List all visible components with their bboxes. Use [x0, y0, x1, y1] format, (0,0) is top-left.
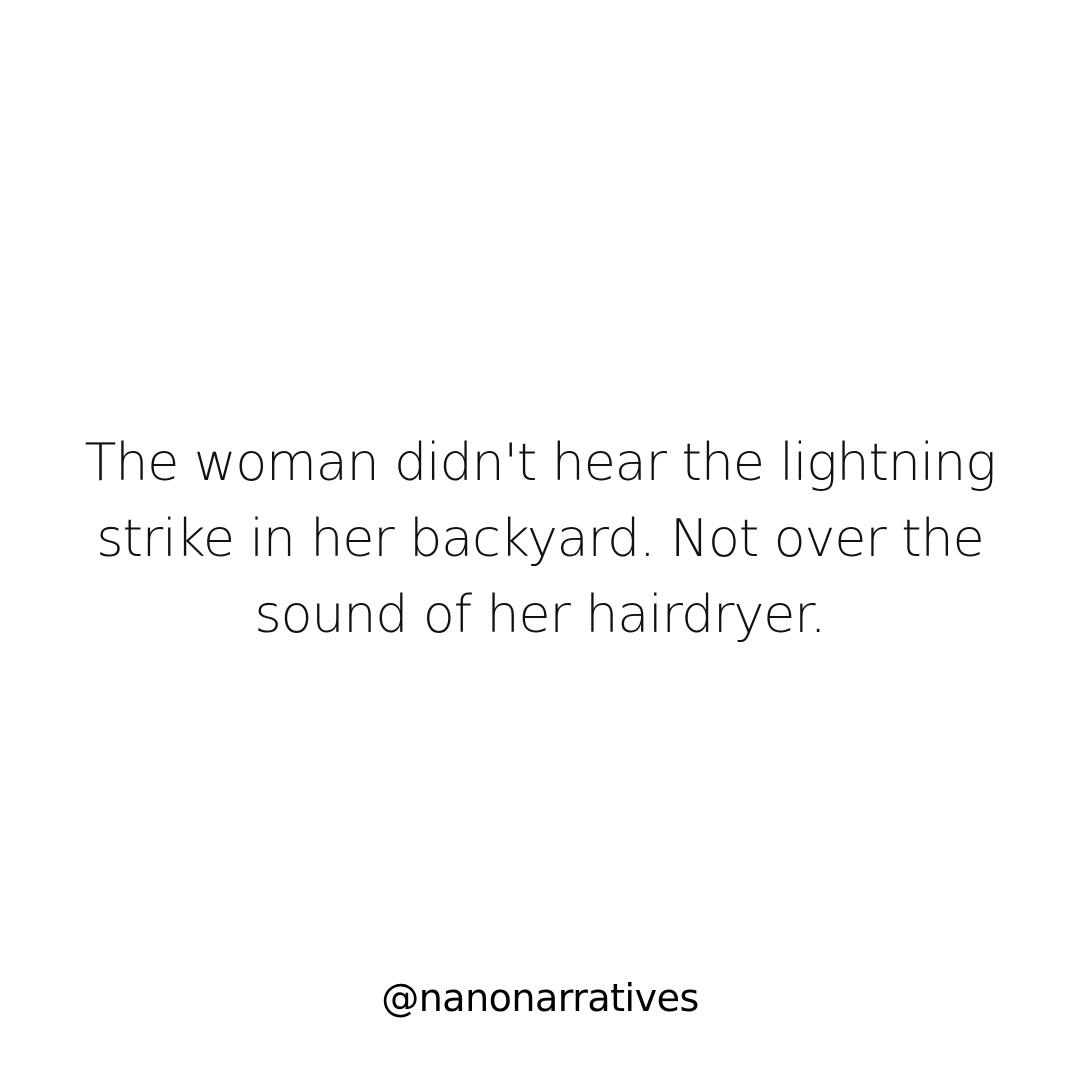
story-line-1: The woman didn't hear the lightning [84, 433, 996, 493]
story-text [0, 425, 1080, 653]
story-line-3: sound of her hairdryer. [254, 585, 826, 645]
author-handle: @nanonarratives [381, 976, 699, 1020]
story-line-2: strike in her backyard. Not over the [96, 509, 984, 569]
